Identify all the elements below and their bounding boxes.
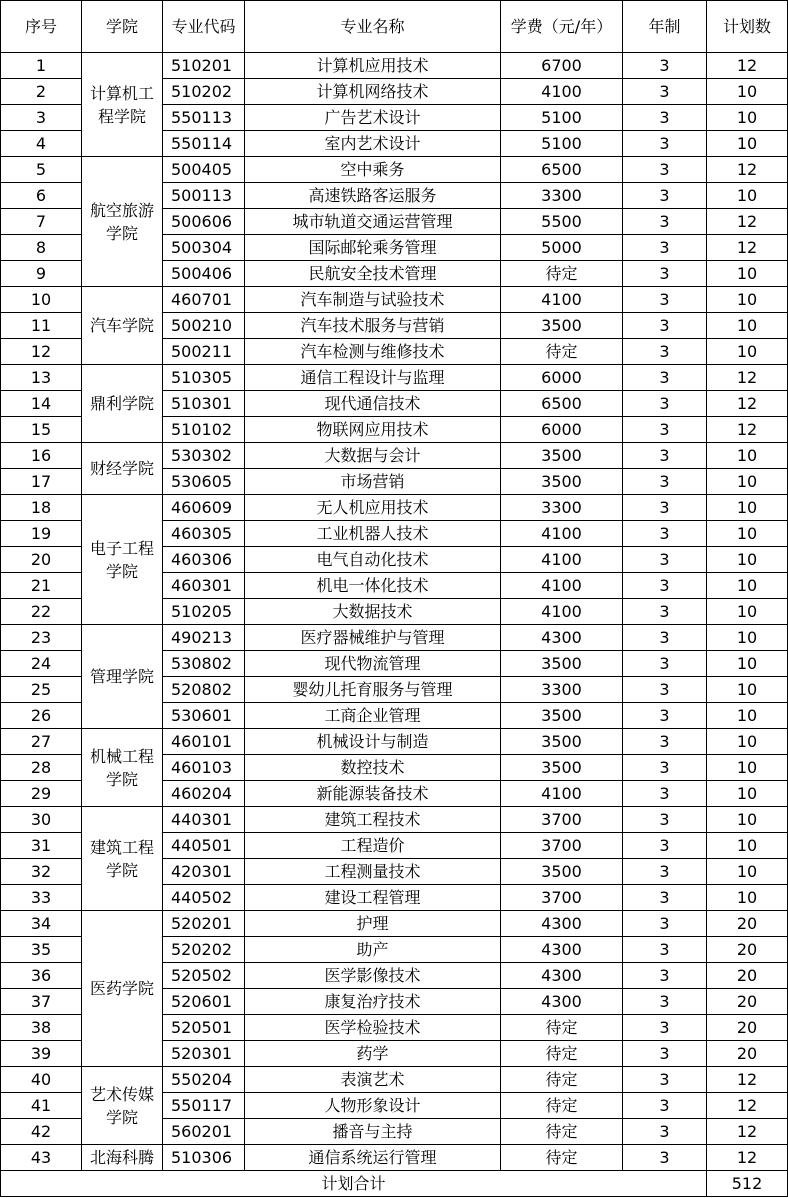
program-years: 3 bbox=[623, 183, 707, 209]
major-code: 440502 bbox=[163, 885, 245, 911]
program-years: 3 bbox=[623, 1041, 707, 1067]
row-number: 41 bbox=[1, 1093, 82, 1119]
row-number: 39 bbox=[1, 1041, 82, 1067]
major-name: 助产 bbox=[245, 937, 501, 963]
major-code: 510301 bbox=[163, 391, 245, 417]
plan-count: 10 bbox=[707, 599, 788, 625]
plan-count: 10 bbox=[707, 183, 788, 209]
row-number: 43 bbox=[1, 1145, 82, 1171]
tuition-fee: 4300 bbox=[501, 963, 623, 989]
row-number: 17 bbox=[1, 469, 82, 495]
major-name: 医学检验技术 bbox=[245, 1015, 501, 1041]
tuition-fee: 4100 bbox=[501, 287, 623, 313]
major-code: 440501 bbox=[163, 833, 245, 859]
tuition-fee: 6000 bbox=[501, 365, 623, 391]
table-body bbox=[1, 53, 788, 1197]
program-years: 3 bbox=[623, 469, 707, 495]
plan-count: 20 bbox=[707, 989, 788, 1015]
program-years: 3 bbox=[623, 573, 707, 599]
college-name: 航空旅游学院 bbox=[82, 157, 163, 287]
major-code: 520202 bbox=[163, 937, 245, 963]
row-number: 22 bbox=[1, 599, 82, 625]
row-number: 1 bbox=[1, 53, 82, 79]
tuition-fee: 待定 bbox=[501, 1145, 623, 1171]
major-code: 510305 bbox=[163, 365, 245, 391]
program-years: 3 bbox=[623, 391, 707, 417]
header-major: 专业名称 bbox=[245, 1, 501, 53]
plan-count: 10 bbox=[707, 573, 788, 599]
tuition-fee: 6700 bbox=[501, 53, 623, 79]
plan-count: 10 bbox=[707, 755, 788, 781]
program-years: 3 bbox=[623, 521, 707, 547]
tuition-fee: 待定 bbox=[501, 1041, 623, 1067]
plan-count: 20 bbox=[707, 1015, 788, 1041]
major-code: 440301 bbox=[163, 807, 245, 833]
major-code: 530601 bbox=[163, 703, 245, 729]
plan-count: 12 bbox=[707, 1067, 788, 1093]
row-number: 28 bbox=[1, 755, 82, 781]
tuition-fee: 3500 bbox=[501, 729, 623, 755]
major-name: 机电一体化技术 bbox=[245, 573, 501, 599]
major-name: 康复治疗技术 bbox=[245, 989, 501, 1015]
major-name: 通信工程设计与监理 bbox=[245, 365, 501, 391]
total-row bbox=[1, 1171, 788, 1197]
program-years: 3 bbox=[623, 209, 707, 235]
major-code: 550204 bbox=[163, 1067, 245, 1093]
college-name: 鼎利学院 bbox=[82, 365, 163, 443]
plan-count: 12 bbox=[707, 53, 788, 79]
header-years: 年制 bbox=[623, 1, 707, 53]
major-code: 520802 bbox=[163, 677, 245, 703]
major-name: 新能源装备技术 bbox=[245, 781, 501, 807]
major-name: 现代通信技术 bbox=[245, 391, 501, 417]
major-code: 520601 bbox=[163, 989, 245, 1015]
tuition-fee: 6500 bbox=[501, 157, 623, 183]
header-fee: 学费（元/年） bbox=[501, 1, 623, 53]
plan-count: 10 bbox=[707, 781, 788, 807]
plan-count: 10 bbox=[707, 131, 788, 157]
major-name: 现代物流管理 bbox=[245, 651, 501, 677]
row-number: 3 bbox=[1, 105, 82, 131]
row-number: 36 bbox=[1, 963, 82, 989]
tuition-fee: 4100 bbox=[501, 573, 623, 599]
tuition-fee: 6000 bbox=[501, 417, 623, 443]
row-number: 31 bbox=[1, 833, 82, 859]
row-number: 35 bbox=[1, 937, 82, 963]
table-row bbox=[1, 1067, 788, 1093]
table-row bbox=[1, 287, 788, 313]
major-code: 420301 bbox=[163, 859, 245, 885]
major-name: 城市轨道交通运营管理 bbox=[245, 209, 501, 235]
program-years: 3 bbox=[623, 729, 707, 755]
plan-count: 20 bbox=[707, 937, 788, 963]
tuition-fee: 3300 bbox=[501, 495, 623, 521]
plan-count: 10 bbox=[707, 287, 788, 313]
plan-count: 10 bbox=[707, 495, 788, 521]
plan-count: 12 bbox=[707, 1119, 788, 1145]
tuition-fee: 6500 bbox=[501, 391, 623, 417]
row-number: 21 bbox=[1, 573, 82, 599]
row-number: 5 bbox=[1, 157, 82, 183]
major-name: 空中乘务 bbox=[245, 157, 501, 183]
plan-count: 12 bbox=[707, 391, 788, 417]
major-code: 460101 bbox=[163, 729, 245, 755]
table-row bbox=[1, 157, 788, 183]
tuition-fee: 3300 bbox=[501, 677, 623, 703]
major-name: 工业机器人技术 bbox=[245, 521, 501, 547]
major-code: 510205 bbox=[163, 599, 245, 625]
tuition-fee: 3500 bbox=[501, 859, 623, 885]
program-years: 3 bbox=[623, 703, 707, 729]
header-college: 学院 bbox=[82, 1, 163, 53]
plan-count: 12 bbox=[707, 417, 788, 443]
plan-count: 10 bbox=[707, 339, 788, 365]
major-code: 520201 bbox=[163, 911, 245, 937]
major-code: 510202 bbox=[163, 79, 245, 105]
plan-count: 10 bbox=[707, 833, 788, 859]
plan-count: 10 bbox=[707, 261, 788, 287]
major-code: 510201 bbox=[163, 53, 245, 79]
plan-count: 10 bbox=[707, 859, 788, 885]
row-number: 9 bbox=[1, 261, 82, 287]
row-number: 6 bbox=[1, 183, 82, 209]
college-name: 电子工程学院 bbox=[82, 495, 163, 625]
header-plan: 计划数 bbox=[707, 1, 788, 53]
major-name: 医疗器械维护与管理 bbox=[245, 625, 501, 651]
tuition-fee: 待定 bbox=[501, 1015, 623, 1041]
program-years: 3 bbox=[623, 963, 707, 989]
row-number: 30 bbox=[1, 807, 82, 833]
major-code: 520502 bbox=[163, 963, 245, 989]
program-years: 3 bbox=[623, 651, 707, 677]
plan-count: 20 bbox=[707, 911, 788, 937]
row-number: 38 bbox=[1, 1015, 82, 1041]
plan-count: 10 bbox=[707, 703, 788, 729]
plan-count: 12 bbox=[707, 1145, 788, 1171]
major-code: 510102 bbox=[163, 417, 245, 443]
major-name: 高速铁路客运服务 bbox=[245, 183, 501, 209]
program-years: 3 bbox=[623, 53, 707, 79]
major-name: 市场营销 bbox=[245, 469, 501, 495]
major-name: 数控技术 bbox=[245, 755, 501, 781]
major-code: 500606 bbox=[163, 209, 245, 235]
table-row bbox=[1, 53, 788, 79]
tuition-fee: 5100 bbox=[501, 105, 623, 131]
row-number: 16 bbox=[1, 443, 82, 469]
row-number: 14 bbox=[1, 391, 82, 417]
tuition-fee: 4100 bbox=[501, 599, 623, 625]
tuition-fee: 待定 bbox=[501, 339, 623, 365]
row-number: 37 bbox=[1, 989, 82, 1015]
plan-count: 10 bbox=[707, 105, 788, 131]
plan-count: 10 bbox=[707, 677, 788, 703]
major-name: 国际邮轮乘务管理 bbox=[245, 235, 501, 261]
major-name: 物联网应用技术 bbox=[245, 417, 501, 443]
plan-count: 12 bbox=[707, 235, 788, 261]
table-row bbox=[1, 911, 788, 937]
program-years: 3 bbox=[623, 261, 707, 287]
tuition-fee: 4300 bbox=[501, 911, 623, 937]
tuition-fee: 3300 bbox=[501, 183, 623, 209]
tuition-fee: 5000 bbox=[501, 235, 623, 261]
row-number: 33 bbox=[1, 885, 82, 911]
major-name: 建筑工程技术 bbox=[245, 807, 501, 833]
program-years: 3 bbox=[623, 625, 707, 651]
tuition-fee: 待定 bbox=[501, 1119, 623, 1145]
major-name: 大数据与会计 bbox=[245, 443, 501, 469]
tuition-fee: 3700 bbox=[501, 885, 623, 911]
row-number: 13 bbox=[1, 365, 82, 391]
major-name: 机械设计与制造 bbox=[245, 729, 501, 755]
table-row bbox=[1, 807, 788, 833]
major-code: 500113 bbox=[163, 183, 245, 209]
tuition-fee: 3500 bbox=[501, 313, 623, 339]
row-number: 34 bbox=[1, 911, 82, 937]
plan-count: 10 bbox=[707, 521, 788, 547]
major-code: 520301 bbox=[163, 1041, 245, 1067]
row-number: 15 bbox=[1, 417, 82, 443]
major-name: 人物形象设计 bbox=[245, 1093, 501, 1119]
major-name: 药学 bbox=[245, 1041, 501, 1067]
college-name: 财经学院 bbox=[82, 443, 163, 495]
row-number: 23 bbox=[1, 625, 82, 651]
plan-count: 10 bbox=[707, 547, 788, 573]
row-number: 20 bbox=[1, 547, 82, 573]
program-years: 3 bbox=[623, 1093, 707, 1119]
row-number: 19 bbox=[1, 521, 82, 547]
program-years: 3 bbox=[623, 365, 707, 391]
major-name: 工商企业管理 bbox=[245, 703, 501, 729]
tuition-fee: 4100 bbox=[501, 547, 623, 573]
program-years: 3 bbox=[623, 599, 707, 625]
program-years: 3 bbox=[623, 495, 707, 521]
major-name: 汽车检测与维修技术 bbox=[245, 339, 501, 365]
major-code: 530302 bbox=[163, 443, 245, 469]
major-code: 460609 bbox=[163, 495, 245, 521]
header-code: 专业代码 bbox=[163, 1, 245, 53]
major-name: 民航安全技术管理 bbox=[245, 261, 501, 287]
header-no: 序号 bbox=[1, 1, 82, 53]
tuition-fee: 待定 bbox=[501, 1067, 623, 1093]
major-code: 530802 bbox=[163, 651, 245, 677]
total-value: 512 bbox=[707, 1171, 788, 1197]
major-code: 460306 bbox=[163, 547, 245, 573]
major-code: 490213 bbox=[163, 625, 245, 651]
row-number: 42 bbox=[1, 1119, 82, 1145]
college-name: 汽车学院 bbox=[82, 287, 163, 365]
major-code: 500304 bbox=[163, 235, 245, 261]
table-row bbox=[1, 495, 788, 521]
major-code: 550113 bbox=[163, 105, 245, 131]
program-years: 3 bbox=[623, 1015, 707, 1041]
plan-count: 12 bbox=[707, 365, 788, 391]
college-name: 建筑工程学院 bbox=[82, 807, 163, 911]
major-name: 医学影像技术 bbox=[245, 963, 501, 989]
program-years: 3 bbox=[623, 989, 707, 1015]
major-name: 通信系统运行管理 bbox=[245, 1145, 501, 1171]
tuition-fee: 4300 bbox=[501, 937, 623, 963]
plan-count: 10 bbox=[707, 79, 788, 105]
row-number: 25 bbox=[1, 677, 82, 703]
major-name: 汽车制造与试验技术 bbox=[245, 287, 501, 313]
tuition-fee: 5100 bbox=[501, 131, 623, 157]
row-number: 4 bbox=[1, 131, 82, 157]
plan-count: 12 bbox=[707, 1093, 788, 1119]
program-years: 3 bbox=[623, 833, 707, 859]
tuition-fee: 3500 bbox=[501, 651, 623, 677]
plan-count: 10 bbox=[707, 469, 788, 495]
program-years: 3 bbox=[623, 131, 707, 157]
major-code: 500405 bbox=[163, 157, 245, 183]
college-name: 机械工程学院 bbox=[82, 729, 163, 807]
tuition-fee: 4100 bbox=[501, 521, 623, 547]
row-number: 12 bbox=[1, 339, 82, 365]
major-code: 500406 bbox=[163, 261, 245, 287]
major-name: 工程造价 bbox=[245, 833, 501, 859]
table-row bbox=[1, 443, 788, 469]
header-row bbox=[1, 1, 788, 53]
tuition-fee: 3500 bbox=[501, 755, 623, 781]
major-name: 无人机应用技术 bbox=[245, 495, 501, 521]
major-name: 播音与主持 bbox=[245, 1119, 501, 1145]
program-years: 3 bbox=[623, 1067, 707, 1093]
major-code: 460701 bbox=[163, 287, 245, 313]
major-name: 表演艺术 bbox=[245, 1067, 501, 1093]
program-years: 3 bbox=[623, 755, 707, 781]
row-number: 10 bbox=[1, 287, 82, 313]
table-row bbox=[1, 1145, 788, 1171]
major-name: 广告艺术设计 bbox=[245, 105, 501, 131]
program-years: 3 bbox=[623, 157, 707, 183]
major-code: 530605 bbox=[163, 469, 245, 495]
plan-count: 20 bbox=[707, 1041, 788, 1067]
plan-count: 10 bbox=[707, 807, 788, 833]
program-years: 3 bbox=[623, 885, 707, 911]
tuition-fee: 3700 bbox=[501, 807, 623, 833]
tuition-fee: 4300 bbox=[501, 625, 623, 651]
program-years: 3 bbox=[623, 443, 707, 469]
tuition-fee: 3700 bbox=[501, 833, 623, 859]
major-name: 电气自动化技术 bbox=[245, 547, 501, 573]
major-code: 560201 bbox=[163, 1119, 245, 1145]
plan-count: 10 bbox=[707, 443, 788, 469]
major-name: 护理 bbox=[245, 911, 501, 937]
plan-count: 10 bbox=[707, 625, 788, 651]
plan-count: 12 bbox=[707, 209, 788, 235]
plan-count: 12 bbox=[707, 157, 788, 183]
program-years: 3 bbox=[623, 911, 707, 937]
major-name: 计算机网络技术 bbox=[245, 79, 501, 105]
row-number: 40 bbox=[1, 1067, 82, 1093]
major-code: 460301 bbox=[163, 573, 245, 599]
program-years: 3 bbox=[623, 677, 707, 703]
program-years: 3 bbox=[623, 235, 707, 261]
major-code: 460305 bbox=[163, 521, 245, 547]
major-name: 建设工程管理 bbox=[245, 885, 501, 911]
row-number: 27 bbox=[1, 729, 82, 755]
table-row bbox=[1, 365, 788, 391]
tuition-fee: 待定 bbox=[501, 1093, 623, 1119]
row-number: 18 bbox=[1, 495, 82, 521]
plan-count: 10 bbox=[707, 885, 788, 911]
row-number: 7 bbox=[1, 209, 82, 235]
college-name: 计算机工程学院 bbox=[82, 53, 163, 157]
total-label: 计划合计 bbox=[1, 1171, 707, 1197]
major-code: 500210 bbox=[163, 313, 245, 339]
tuition-fee: 4300 bbox=[501, 989, 623, 1015]
program-years: 3 bbox=[623, 859, 707, 885]
major-code: 460103 bbox=[163, 755, 245, 781]
tuition-fee: 3500 bbox=[501, 443, 623, 469]
program-years: 3 bbox=[623, 1145, 707, 1171]
tuition-fee: 4100 bbox=[501, 781, 623, 807]
row-number: 2 bbox=[1, 79, 82, 105]
row-number: 26 bbox=[1, 703, 82, 729]
program-years: 3 bbox=[623, 105, 707, 131]
major-name: 工程测量技术 bbox=[245, 859, 501, 885]
college-name: 艺术传媒学院 bbox=[82, 1067, 163, 1145]
program-years: 3 bbox=[623, 807, 707, 833]
program-years: 3 bbox=[623, 313, 707, 339]
program-years: 3 bbox=[623, 937, 707, 963]
major-name: 大数据技术 bbox=[245, 599, 501, 625]
college-name: 管理学院 bbox=[82, 625, 163, 729]
plan-count: 10 bbox=[707, 651, 788, 677]
tuition-fee: 3500 bbox=[501, 469, 623, 495]
plan-count: 20 bbox=[707, 963, 788, 989]
tuition-fee: 3500 bbox=[501, 703, 623, 729]
tuition-fee: 待定 bbox=[501, 261, 623, 287]
tuition-fee: 4100 bbox=[501, 79, 623, 105]
major-code: 510306 bbox=[163, 1145, 245, 1171]
major-name: 汽车技术服务与营销 bbox=[245, 313, 501, 339]
major-name: 婴幼儿托育服务与管理 bbox=[245, 677, 501, 703]
program-years: 3 bbox=[623, 287, 707, 313]
major-name: 室内艺术设计 bbox=[245, 131, 501, 157]
major-code: 500211 bbox=[163, 339, 245, 365]
major-name: 计算机应用技术 bbox=[245, 53, 501, 79]
college-name: 医药学院 bbox=[82, 911, 163, 1067]
row-number: 24 bbox=[1, 651, 82, 677]
row-number: 32 bbox=[1, 859, 82, 885]
major-code: 550114 bbox=[163, 131, 245, 157]
plan-count: 10 bbox=[707, 729, 788, 755]
table-row bbox=[1, 729, 788, 755]
major-code: 550117 bbox=[163, 1093, 245, 1119]
program-years: 3 bbox=[623, 339, 707, 365]
row-number: 8 bbox=[1, 235, 82, 261]
program-years: 3 bbox=[623, 781, 707, 807]
major-code: 460204 bbox=[163, 781, 245, 807]
program-years: 3 bbox=[623, 417, 707, 443]
table-row bbox=[1, 625, 788, 651]
program-years: 3 bbox=[623, 1119, 707, 1145]
tuition-fee: 5500 bbox=[501, 209, 623, 235]
program-years: 3 bbox=[623, 547, 707, 573]
row-number: 11 bbox=[1, 313, 82, 339]
college-name: 北海科腾 bbox=[82, 1145, 163, 1171]
major-code: 520501 bbox=[163, 1015, 245, 1041]
program-years: 3 bbox=[623, 79, 707, 105]
row-number: 29 bbox=[1, 781, 82, 807]
plan-count: 10 bbox=[707, 313, 788, 339]
